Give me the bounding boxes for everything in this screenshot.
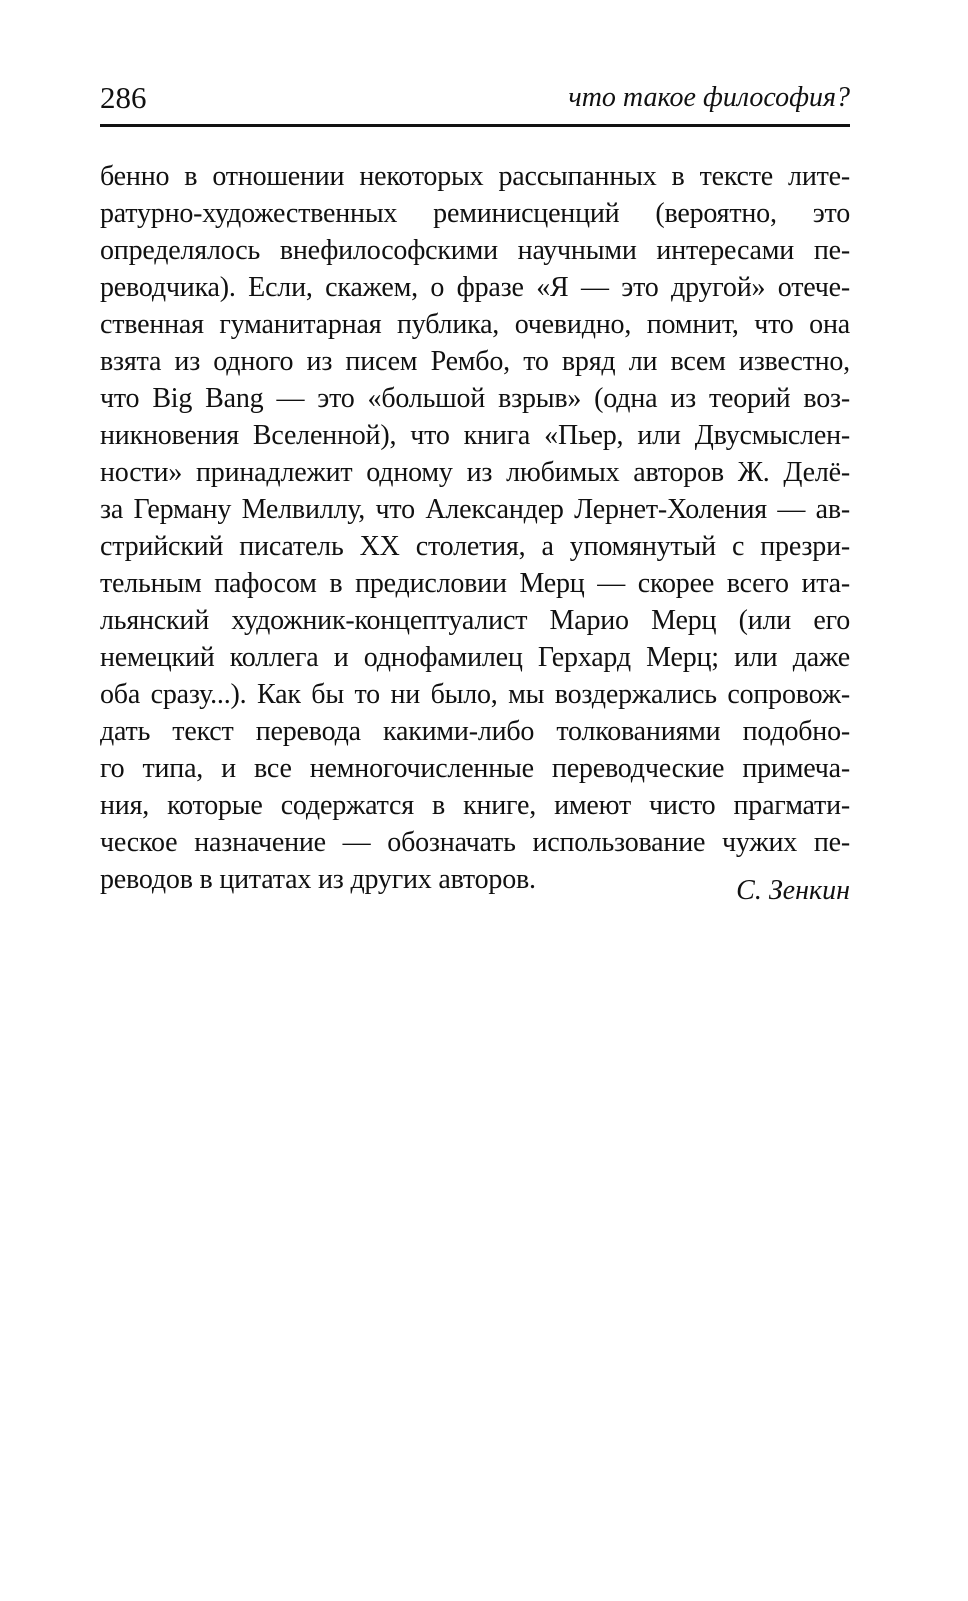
running-title: что такое философия? [568, 82, 850, 113]
text-line: взята из одного из писем Рембо, то вряд ли всем известно, [100, 346, 850, 377]
header-rule [100, 124, 850, 127]
text-line: реводчика). Если, скажем, о фразе «Я — это другой» отече- [100, 272, 850, 303]
text-line: го типа, и все немногочисленные переводческие примеча- [100, 753, 850, 784]
text-line: ратурно-художественных реминисценций (вероятно, это [100, 198, 850, 229]
text-line: немецкий коллега и однофамилец Герхард Мерц; или даже [100, 642, 850, 673]
text-line: ческое назначение — обозначать использование чужих пе- [100, 827, 850, 858]
page-number: 286 [100, 80, 147, 115]
signature: С. Зенкин [736, 875, 850, 906]
text-line: ности» принадлежит одному из любимых авторов Ж. Делё- [100, 457, 850, 488]
text-line: реводов в цитатах из других авторов. [100, 864, 536, 895]
page-header [100, 78, 850, 118]
text-line: никновения Вселенной), что книга «Пьер, или Двусмыслен- [100, 420, 850, 451]
text-line: тельным пафосом в предисловии Мерц — скорее всего ита- [100, 568, 850, 599]
text-line: за Герману Мелвиллу, что Александер Лернет-Холения — ав- [100, 494, 850, 525]
text-line: определялось внефилософскими научными интересами пе- [100, 235, 850, 266]
text-line: дать текст перевода какими-либо толкованиями подобно- [100, 716, 850, 747]
text-line: что Big Bang — это «большой взрыв» (одна из теорий воз- [100, 383, 850, 414]
body-paragraph [100, 158, 850, 898]
text-line: ния, которые содержатся в книге, имеют чисто прагмати- [100, 790, 850, 821]
text-line: оба сразу...). Как бы то ни было, мы воздержались сопровож- [100, 679, 850, 710]
text-line: бенно в отношении некоторых рассыпанных в тексте лите- [100, 161, 850, 192]
text-line: стрийский писатель XX столетия, а упомянутый с презри- [100, 531, 850, 562]
text-line: ственная гуманитарная публика, очевидно, помнит, что она [100, 309, 850, 340]
text-line: льянский художник-концептуалист Марио Мерц (или его [100, 605, 850, 636]
